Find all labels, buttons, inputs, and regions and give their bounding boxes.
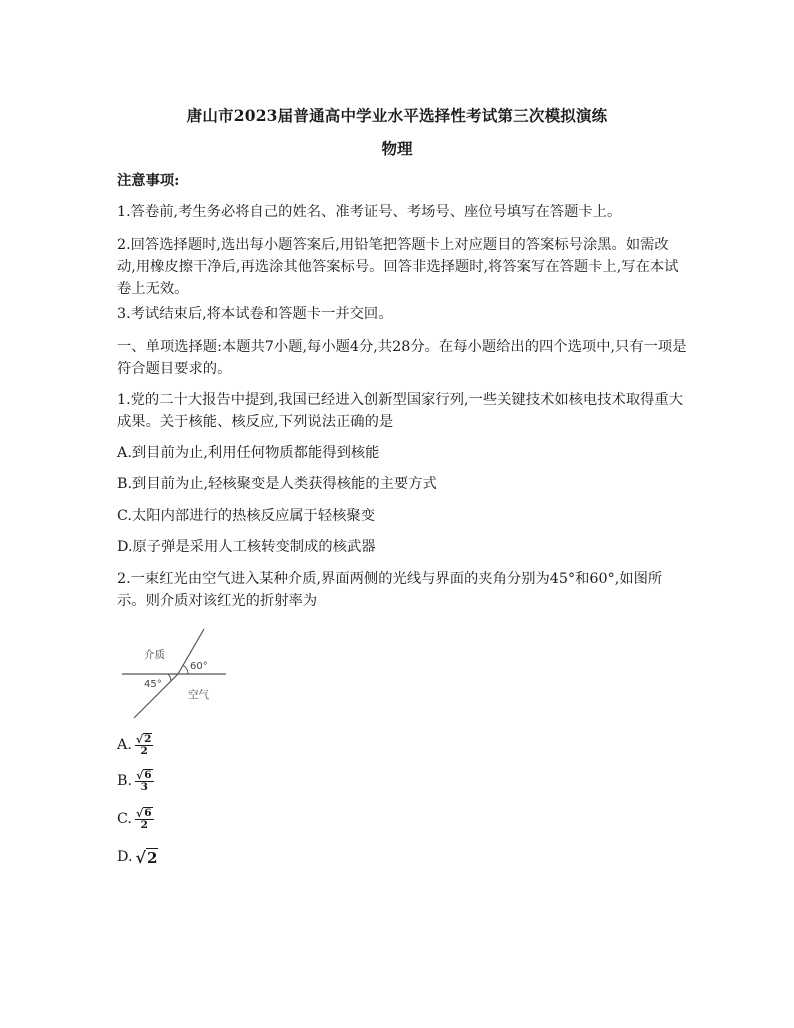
exam-subject: 物理	[381, 139, 413, 158]
note-item-3: 3.考试结束后,将本试卷和答题卡一并交回。	[117, 306, 393, 322]
question-2-stem: 2.一束红光由空气进入某种介质,界面两侧的光线与界面的夹角分别为45°和60°,如图所示。则介质对该红光的折射率为	[117, 571, 663, 609]
option-label: B.	[117, 773, 133, 789]
question-1-option-d: D.原子弹是采用人工核转变制成的核武器	[117, 539, 376, 555]
question-1-option-b: B.到目前为止,轻核聚变是人类获得核能的主要方式	[117, 476, 437, 492]
sqrt-sign-icon: √	[136, 769, 144, 782]
note-item-1: 1.答卷前,考生务必将自己的姓名、准考证号、考场号、座位号填写在答题卡上。	[117, 204, 622, 220]
air-label: 空气	[188, 689, 209, 701]
note-item-2: 2.回答选择题时,选出每小题答案后,用铅笔把答题卡上对应题目的答案标号涂黑。如需改动,用橡皮擦干净后,再选涂其他答案标号。回答非选择题时,将答案写在答题卡上,写在本试卷上无效。	[117, 237, 679, 297]
question-2-option-c	[117, 804, 154, 834]
angle-bottom-label: 45°	[144, 679, 162, 690]
option-label: A.	[117, 737, 132, 753]
fraction: √ 6 3	[136, 769, 152, 793]
notes-heading: 注意事项:	[117, 173, 180, 189]
exam-title: 唐山市2023届普通高中学业水平选择性考试第三次模拟演练	[186, 106, 608, 125]
question-2-option-b	[117, 766, 154, 796]
question-2-option-d	[117, 842, 158, 872]
option-label: C.	[117, 811, 132, 827]
option-label: D.	[117, 849, 133, 865]
question-1-option-c: C.太阳内部进行的热核反应属于轻核聚变	[117, 508, 376, 524]
question-1-option-a: A.到目前为止,利用任何物质都能得到核能	[117, 445, 380, 461]
section-1-heading: 一、单项选择题:本题共7小题,每小题4分,共28分。在每小题给出的四个选项中,只有一项是符合题目要求的。	[117, 339, 687, 377]
angle-arc-60	[183, 665, 188, 674]
square-root: √ 2	[135, 847, 158, 867]
angle-top-label: 60°	[190, 661, 208, 672]
sqrt-sign-icon: √	[135, 847, 147, 867]
sqrt-sign-icon: √	[135, 733, 144, 746]
medium-label: 介质	[144, 649, 165, 661]
fraction: √ 6 2	[135, 807, 152, 831]
fraction: √ 2 2	[135, 733, 152, 757]
question-2-option-a	[117, 730, 153, 760]
angle-arc-45	[168, 674, 171, 681]
refraction-diagram	[118, 622, 233, 722]
question-1-stem: 1.党的二十大报告中提到,我国已经进入创新型国家行列,一些关键技术如核电技术取得重大成果。关于核能、核反应,下列说法正确的是	[117, 392, 684, 430]
sqrt-sign-icon: √	[135, 807, 144, 820]
